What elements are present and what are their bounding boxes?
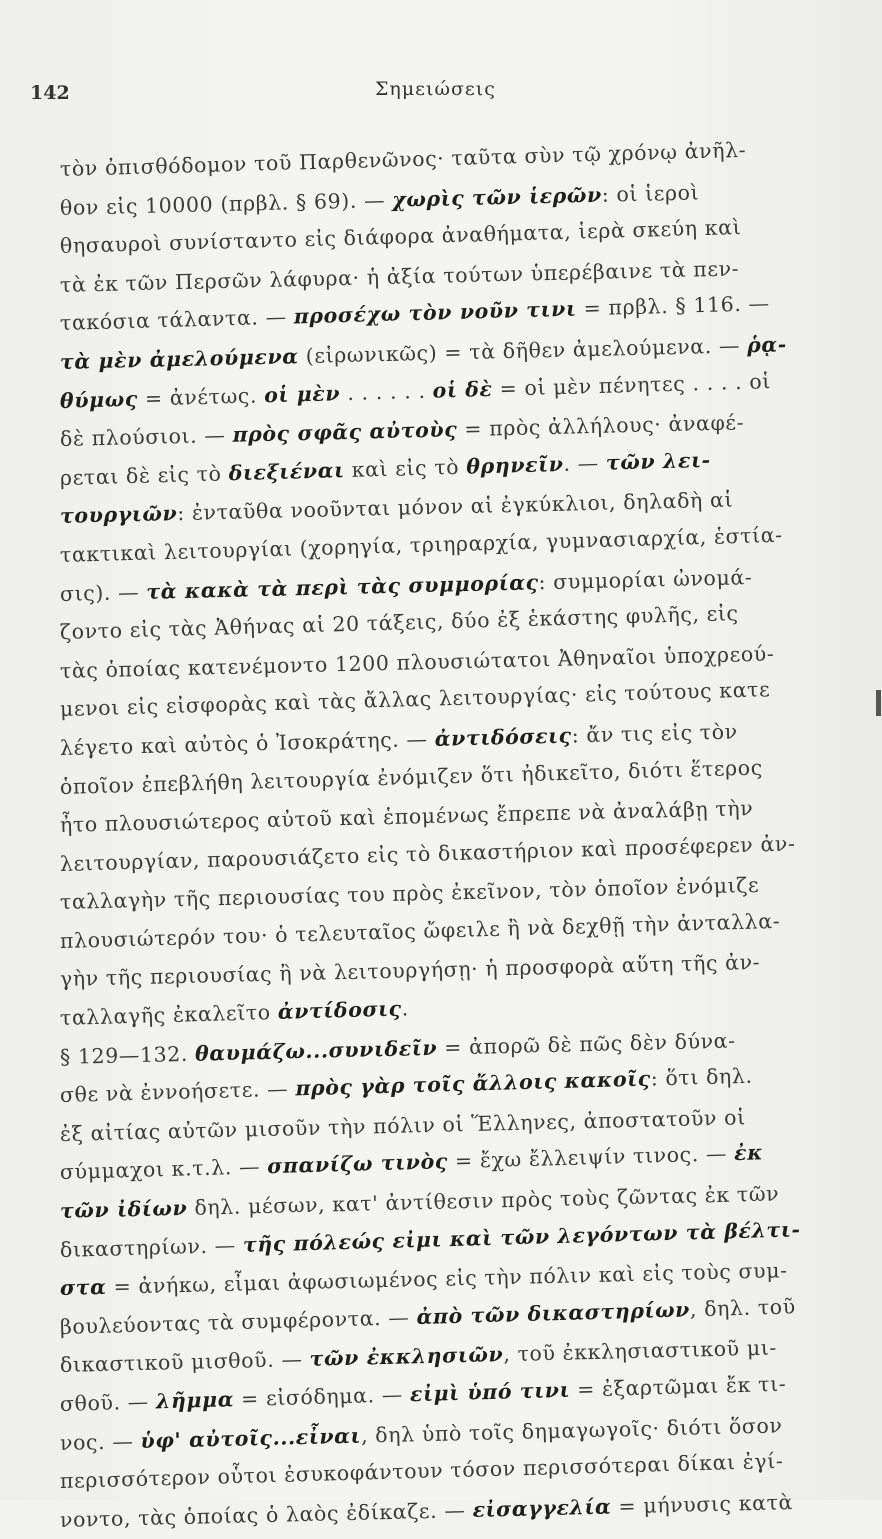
- text-segment: γὴν τῆς περιουσίας ἢ νὰ λειτουργήσῃ· ἡ προσφορὰ αὕτη τῆς ἀν-: [59, 950, 761, 992]
- text-segment: δηλ. μέσων, κατ' ἀντίθεσιν πρὸς τοὺς ζῶντας ἐκ τῶν: [187, 1181, 780, 1220]
- text-segment: λειτουργίαν, παρουσιάζετο εἰς τὸ δικαστήριον καὶ προσέφερεν ἀν-: [59, 831, 796, 876]
- lemma-term: προσέχω τὸν νοῦν τινι: [293, 296, 577, 329]
- text-segment: λέγετο καὶ αὐτὸς ὁ Ἰσοκράτης. —: [59, 726, 436, 760]
- lemma-term: θαυμάζω...συνιδεῖν: [194, 1035, 438, 1066]
- text-segment: . . . . . .: [339, 378, 433, 405]
- text-segment: καὶ εἰς τὸ: [344, 454, 467, 482]
- lemma-term: τῆς πόλεώς εἰμι καὶ τῶν λεγόντων τὰ βέλτι-: [242, 1216, 801, 1257]
- text-segment: ὁποῖον ἐπεβλήθη λειτουργία ἐνόμιζεν ὅτι ἠδικεῖτο, διότι ἕτερος: [59, 754, 764, 799]
- text-segment: ταλλαγὴν τῆς περιουσίας του πρὸς ἐκεῖνον, τὸν ὁποῖον ἐνόμιζε: [59, 873, 760, 915]
- text-segment: (εἰρωνικῶς) = τὰ δῆθεν ἀμελούμενα. —: [298, 333, 748, 369]
- text-segment: ἐξ αἰτίας αὐτῶν μισοῦν τὴν πόλιν οἱ Ἕλληνες, ἀποστατοῦν οἱ: [59, 1105, 747, 1146]
- page-number: 142: [30, 82, 70, 104]
- text-segment: τὰς ὁποίας κατενέμοντο 1200 πλουσιώτατοι Ἀθηναῖοι ὑποχρεού-: [59, 641, 775, 683]
- text-segment: = ἀνήκω, εἶμαι ἀφωσιωμένος εἰς τὴν πόλιν καὶ εἰς τοὺς συμ-: [106, 1258, 788, 1300]
- text-segment: ἦτο πλουσιώτερος αὐτοῦ καὶ ἑπομένως ἔπρεπε νὰ ἀναλάβῃ τὴν: [59, 796, 754, 838]
- lemma-term: πρὸς σφᾶς αὐτοὺς: [232, 417, 458, 447]
- lemma-term: θύμως: [59, 386, 139, 413]
- running-title: Σημειώσεις: [375, 78, 496, 100]
- text-segment: = οἱ μὲν πένητες . . . . οἱ: [492, 368, 772, 401]
- text-segment: : συμμορίαι ὠνομά-: [538, 564, 753, 594]
- text-segment: = ἀνέτως.: [137, 382, 265, 411]
- text-segment: = εἰσόδημα. —: [233, 1382, 411, 1412]
- text-segment: = ἀπορῶ δὲ πῶς δὲν δύνα-: [436, 1028, 736, 1060]
- text-segment: σθοῦ. —: [59, 1389, 157, 1416]
- lemma-term: εἰσαγγελία: [472, 1494, 612, 1522]
- lemma-term: εἰμὶ ὑπό τινι: [409, 1377, 571, 1407]
- text-segment: τακτικαὶ λειτουργίαι (χορηγία, τριηραρχία, γυμνασιαρχία, ἑστία-: [59, 522, 783, 567]
- text-segment: = πρβλ. § 116. —: [576, 291, 770, 321]
- text-segment: τὸν ὀπισθόδομον τοῦ Παρθενῶνος· ταῦτα σὺν τῷ χρόνῳ ἀνῆλ-: [59, 137, 747, 181]
- lemma-term: τῶν ἰδίων: [59, 1195, 188, 1224]
- text-segment: : ἄν τις εἰς τὸν: [571, 719, 738, 748]
- lemma-term: πρὸς γὰρ τοῖς ἄλλοις κακοῖς: [295, 1066, 652, 1101]
- text-segment: περισσότερον οὗτοι ἐσυκοφάντουν τόσον περισσότεραι δίκαι ἐγί-: [59, 1448, 784, 1494]
- lemma-term: ἀπὸ τῶν δικαστηρίων: [416, 1297, 691, 1329]
- text-segment: βουλεύοντας τὰ συμφέροντα. —: [59, 1304, 417, 1339]
- text-segment: : ἐνταῦθα νοοῦνται μόνον αἱ ἐγκύκλιοι, δηλαδὴ αἱ: [176, 487, 734, 526]
- text-segment: ταλλαγῆς ἐκαλεῖτο: [59, 999, 279, 1031]
- lemma-term: θρηνεῖν: [465, 451, 564, 479]
- text-segment: νος. —: [59, 1428, 141, 1455]
- text-segment: θησαυροὶ συνίσταντο εἰς διάφορα ἀναθήματα, ἱερὰ σκεύη καὶ: [59, 215, 742, 259]
- text-segment: τακόσια τάλαντα. —: [59, 304, 295, 336]
- text-segment: = μήνυσις κατὰ: [611, 1489, 794, 1519]
- text-segment: = ἐξαρτῶμαι ἔκ τι-: [569, 1371, 787, 1402]
- text-segment: δὲ πλούσιοι. —: [59, 422, 233, 452]
- lemma-term: σπανίζω τινὸς: [266, 1149, 449, 1179]
- lemma-term: τῶν ἐκκλησιῶν: [309, 1342, 504, 1372]
- lemma-term: ἀντιδόσεις: [434, 723, 573, 751]
- text-segment: .: [401, 996, 410, 1021]
- text-segment: , δηλ ὑπὸ τοῖς δημαγωγοῖς· διότι ὅσον: [360, 1412, 783, 1448]
- margin-mark: [876, 690, 881, 716]
- notes-body: [59, 137, 830, 1539]
- text-segment: σύμμαχοι κ.τ.λ. —: [59, 1154, 268, 1185]
- lemma-term: τὰ μὲν ἀμελούμενα: [59, 344, 299, 374]
- text-segment: δικαστηρίων. —: [59, 1232, 244, 1262]
- text-segment: § 129—132.: [59, 1041, 196, 1069]
- lemma-term: διεξιέναι: [228, 457, 345, 486]
- lemma-term: ἐκ: [733, 1140, 764, 1166]
- lemma-term: ὑφ' αὐτοῖς...εἶναι: [140, 1423, 362, 1453]
- text-segment: = ἔχω ἔλλειψίν τινος. —: [447, 1141, 735, 1174]
- lemma-term: ἀντίδοσις: [277, 996, 403, 1024]
- lemma-term: ῥᾳ-: [746, 332, 788, 358]
- lemma-term: στα: [59, 1275, 107, 1301]
- text-segment: ρεται δὲ εἰς τὸ: [59, 461, 229, 490]
- text-segment: , τοῦ ἐκκλησιαστικοῦ μι-: [503, 1335, 778, 1367]
- text-segment: τὰ ἐκ τῶν Περσῶν λάφυρα· ἡ ἀξία τούτων ὑπερέβαινε τὰ πεν-: [59, 256, 740, 297]
- text-segment: σθε νὰ ἐννοήσετε. —: [59, 1076, 296, 1108]
- lemma-term: χωρὶς τῶν ἱερῶν: [391, 182, 603, 212]
- text-segment: : ὅτι δηλ.: [650, 1063, 753, 1091]
- text-segment: θον εἰς 10000 (πρβλ. § 69). —: [59, 187, 393, 220]
- lemma-term: τουργιῶν: [59, 501, 178, 529]
- lemma-term: τὰ κακὰ τὰ περὶ τὰς συμμορίας: [146, 569, 539, 604]
- page-header: [30, 78, 830, 108]
- text-segment: , δηλ. τοῦ: [689, 1294, 797, 1322]
- lemma-term: τῶν λει-: [605, 447, 711, 475]
- lemma-term: οἱ μὲν: [263, 380, 341, 407]
- text-segment: . —: [563, 450, 607, 476]
- lemma-term: οἱ δὲ: [432, 376, 493, 403]
- lemma-term: λῆμμα: [155, 1387, 235, 1414]
- text-segment: ζοντο εἰς τὰς Ἀθήνας αἱ 20 τάξεις, δύο ἐξ ἑκάστης φυλῆς, εἰς: [59, 601, 739, 645]
- text-segment: = πρὸς ἀλλήλους· ἀναφέ-: [456, 410, 745, 442]
- text-segment: πλουσιώτερόν του· ὁ τελευταῖος ὤφειλε ἢ νὰ δεχθῇ τὴν ἀνταλλα-: [59, 908, 781, 953]
- text-segment: σις). —: [59, 579, 147, 606]
- text-segment: μενοι εἰς εἰσφορὰς καὶ τὰς ἄλλας λειτουργίας· εἰς τούτους κατε: [59, 677, 771, 722]
- text-segment: : οἱ ἱεροὶ: [601, 179, 700, 207]
- text-segment: δικαστικοῦ μισθοῦ. —: [59, 1347, 310, 1378]
- text-segment: νοντο, τὰς ὁποίας ὁ λαὸς ἐδίκαζε. —: [59, 1497, 473, 1532]
